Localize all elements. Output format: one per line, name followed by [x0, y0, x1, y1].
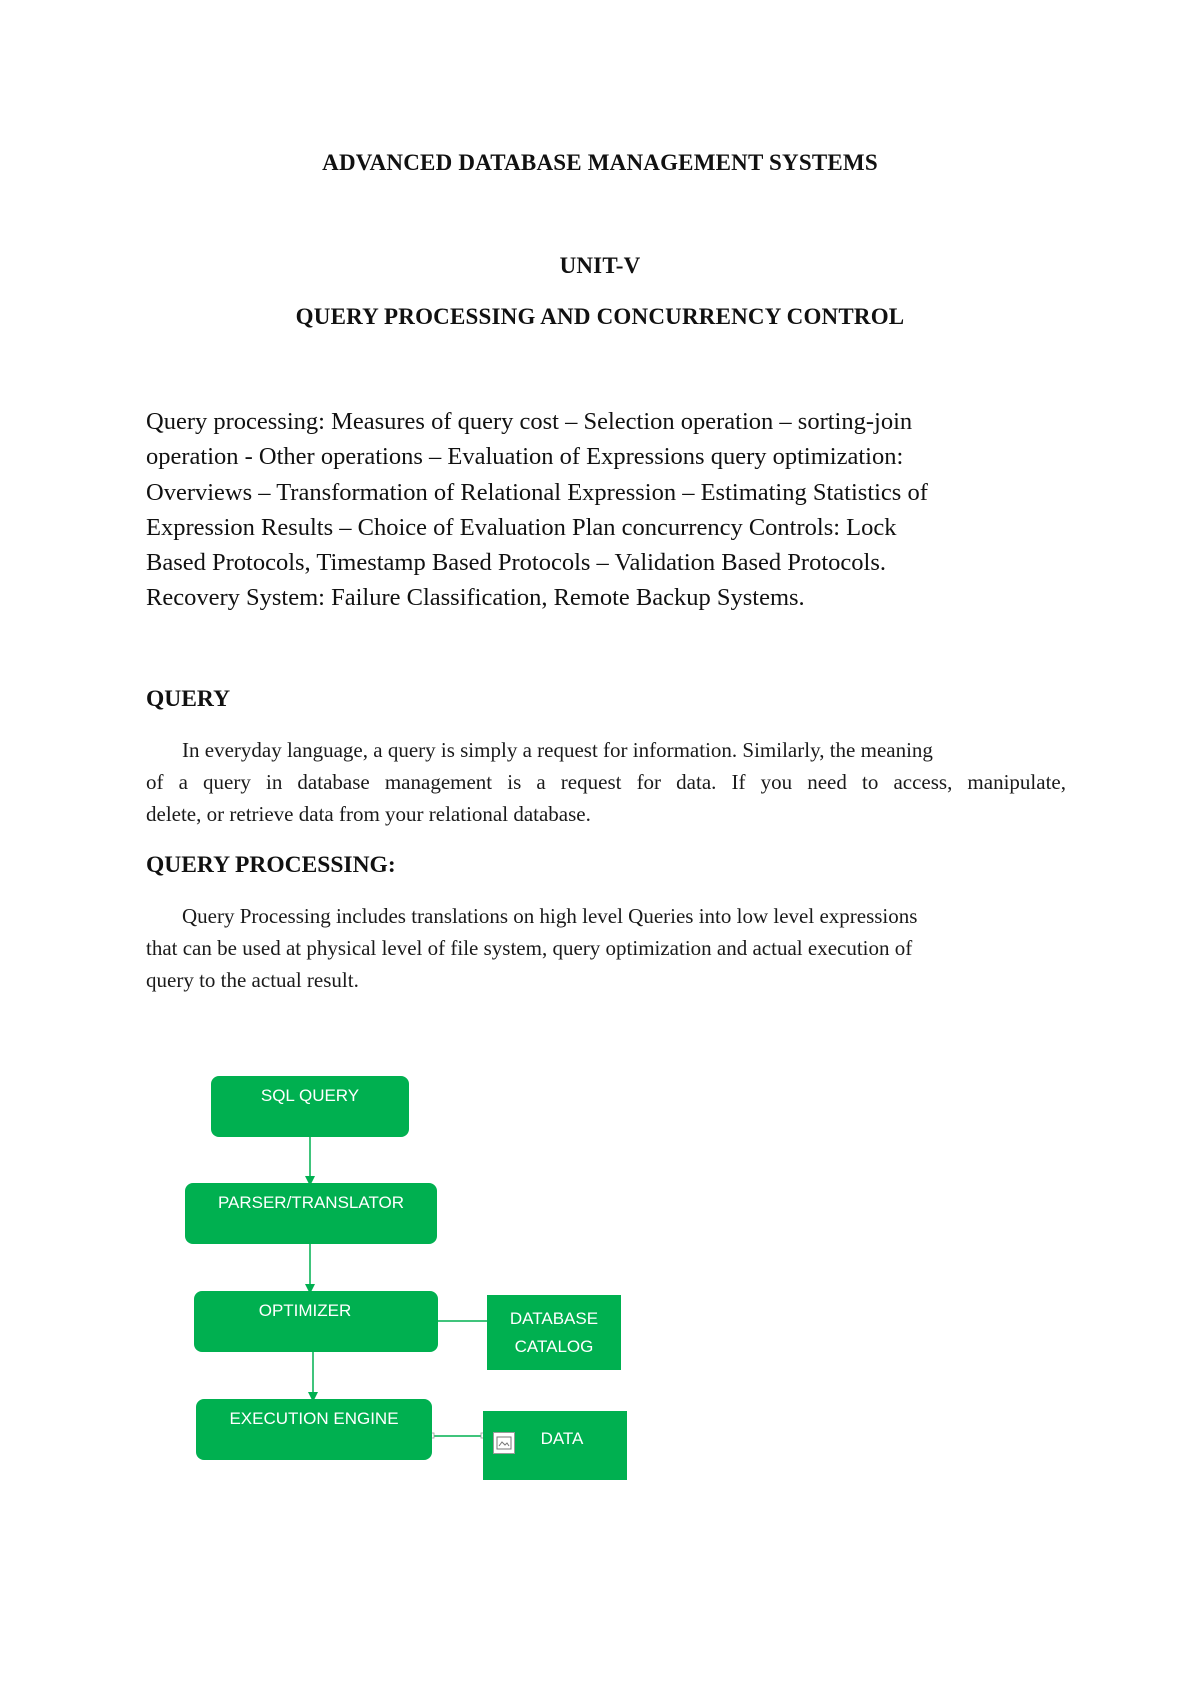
optimizer-box [194, 1291, 438, 1352]
catalog-line: CATALOG [514, 1336, 594, 1356]
query-processing-line: query to the actual result. [146, 968, 359, 992]
syllabus-line: Expression Results – Choice of Evaluation Plan concurrency Controls: Lock [146, 513, 897, 541]
query-line: delete, or retrieve data from your relational database. [146, 802, 591, 826]
query-processing-heading: QUERY PROCESSING: [146, 852, 396, 878]
syllabus-line: Query processing: Measures of query cost – Selection operation – sorting-join [146, 408, 913, 435]
syllabus-line: Based Protocols, Timestamp Based Protocols – Validation Based Protocols. [146, 549, 886, 577]
query-processing-paragraph [146, 900, 1066, 996]
image-placeholder-icon [494, 1433, 514, 1453]
execution-engine-box [196, 1399, 432, 1460]
sql-query-label: SQL QUERY [260, 1085, 360, 1105]
execution-engine-label: EXECUTION ENGINE [229, 1408, 399, 1428]
syllabus-line: operation - Other operations – Evaluation of Expressions query optimization: [146, 443, 904, 471]
catalog-line: DATABASE [509, 1308, 599, 1328]
database-catalog-label [510, 1305, 598, 1361]
database-catalog-box [487, 1295, 621, 1370]
parser-translator-box [185, 1183, 437, 1244]
query-processing-line: Query Processing includes translations on high level Queries into low level expressions [182, 904, 918, 928]
syllabus-line: Overviews – Transformation of Relational Expression – Estimating Statistics of [146, 478, 928, 506]
query-paragraph [146, 734, 1066, 830]
query-line: In everyday language, a query is simply a request for information. Similarly, the meaning [182, 738, 933, 762]
optimizer-label: OPTIMIZER [258, 1300, 352, 1320]
query-processing-line: that can be used at physical level of file system, query optimization and actual execution of [146, 936, 913, 960]
query-line: of a query in database management is a request for data. If you need to access, manipulate, [146, 770, 1066, 794]
query-heading: QUERY [146, 686, 231, 712]
syllabus-paragraph [146, 404, 1066, 616]
data-label: DATA [540, 1428, 584, 1448]
unit-title: QUERY PROCESSING AND CONCURRENCY CONTROL [295, 304, 905, 329]
parser-translator-label: PARSER/TRANSLATOR [217, 1192, 405, 1212]
document-title: ADVANCED DATABASE MANAGEMENT SYSTEMS [322, 150, 878, 175]
syllabus-line: Recovery System: Failure Classification, Remote Backup Systems. [146, 584, 805, 612]
sql-query-box [211, 1076, 409, 1137]
unit-label: UNIT-V [559, 253, 641, 278]
data-placeholder-icon [493, 1432, 515, 1454]
